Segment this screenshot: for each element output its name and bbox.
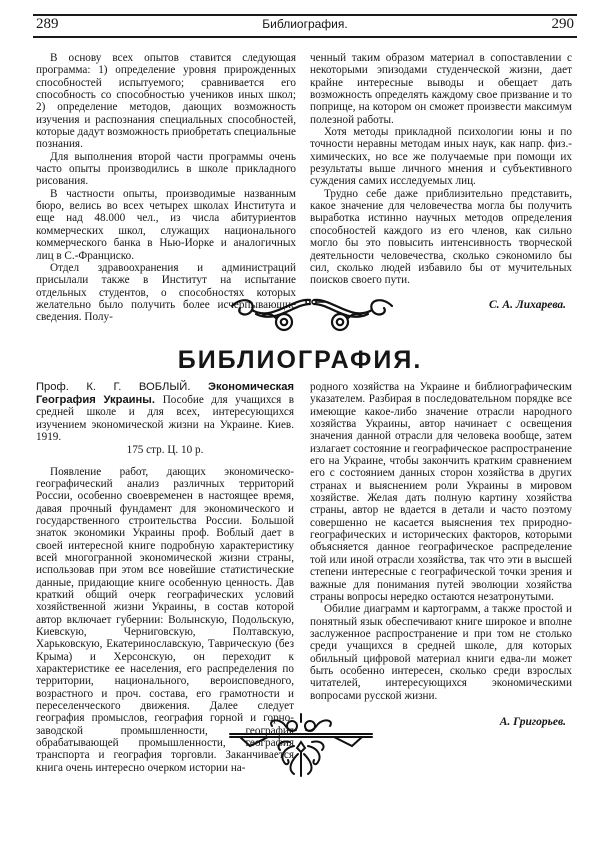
review-book-title: Экономическая География Украины. [36, 381, 295, 406]
paragraph: В частности опыты, производимые названным бюро, велись во всех четырех школах Института и еще над 48.000 чел., из числа абитуриентов коммерческих школ, служащих национального коммерческого банка в Нью-Иорке и аналогичных лиц в С.-Франциско. [36, 187, 296, 262]
paragraph: Для выполнения второй части программы очень часто опыты производились в школе прикладного рисования. [36, 150, 296, 188]
paragraph: родного хозяйства на Украине и библиографическим указателем. Разбирая в последовательном порядке все имеющие какое-либо значение отрасли народного хозяйства Украины, автор начинает с освещения значения данной отрасли для человека вообще, затем излагает состояние и географическое распространение его на Украине, чтобы закончить кратким сравнением его с состоянием данных сторон хозяйства в других странах и выяснением роли Украины в мировом хозяйстве. Желая дать полную картину хозяйства страны, автор не вдается в детали и часто поэтому совершенно не касается выяснения тех природно-географических и исторических факторов, которыми объясняется данное географическое распределение той или иной отрасли хозяйства, так что эти в высшей степени интересные с географической точки зрения и важные для понимания путей эволюции хозяйства страны вопросы нередко остаются незатронутыми. [310, 381, 572, 603]
scroll-ornament-icon [222, 288, 402, 338]
article-signature: С. А. Лихарева. [488, 298, 566, 311]
paragraph: В основу всех опытов ставится следующая программа: 1) определение уровня прирожденных способностей испытуемого; сравнивается его способность со способностью учеников иных школ; 2) определение методов, дающих возможность изучения и распознания специальных способностей, которые дадут возможность приобретать специальные познания. [36, 52, 296, 151]
paragraph: Трудно себе даже приблизительно представить, какое значение для человечества могла бы получить выработка истинно научных методов определения способностей каждого из его членов, как сильно могло бы это повысить интенсивность творческой деятельности человечества, сколько сэкономило бы сил, сколько людей избавило бы от мучительных поисков своего пути. [310, 187, 572, 287]
article-left-column [36, 52, 296, 324]
header-bottom-rule [33, 36, 577, 38]
review-right-column [310, 381, 572, 728]
page-number-left: 289 [36, 16, 59, 32]
page-number-right: 290 [551, 16, 574, 32]
running-head [36, 16, 574, 36]
article-right-column [310, 52, 572, 311]
paragraph: Отдел здравоохранения и администраций присылали также в Институт на испытание отдельных студентов, о способностях которых желательно было получить более исчерпывающие сведения. Полу- [36, 261, 296, 324]
review-signature: А. Григорьев. [499, 715, 566, 728]
paragraph: Хотя методы прикладной психологии юны и по точности неравны методам иных наук, как напр. физ.-химических, но все же получаемые при помощи их результаты выше личного мнения и субъективного суждения самих исследуемых лиц. [310, 126, 572, 188]
paragraph: Обилие диаграмм и картограмм, а также простой и понятный язык обеспечивают книге широкое и вполне заслуженное распространение и при том не столько среди учащихся в средней школе, для которых обильный цифровой материал книги едва-ли может быть особенно интересен, сколько среди взрослых читателей, интересующихся экономическими вопросами русской жизни. [310, 603, 572, 702]
review-citation [36, 381, 294, 457]
review-price: 175 стр. Ц. 10 р. [126, 443, 204, 456]
review-book-details: Пособие для учащихся в средней школе и для всех, интересующихся изучением экономической жизни на Украине. Киев. 1919. [36, 393, 294, 444]
running-title: Библиография. [262, 17, 348, 31]
paragraph: Появление работ, дающих экономическо-географический анализ различных территорий России, особенно своевременен в настоящее время, давая прочный фундамент для экономического и государственного строительства России. Большой знаток экономики Украины проф. Воблый дает в своей интересной книге подробную характеристику всей многогранной экономической жизни страны, использовав при этом все новейшие статистические данные, придающие книге особенную ценность. Дав краткий общий очерк географических условий хозяйственной жизни Украины, в состав которой автор включает губернии: Волынскую, Подольскую, Киевскую, Черниговскую, Полтавскую, Харьковскую, Екатеринославскую, Таврическую (без Крыма) и Херсонскую, он переходит к характеристике ее населения, его распределения по территории, национального, вероисповедного, возрастного и проч. состава, его грамотности и переселенческого движения. Далее следует география промыслов, география горной и горно-заводской промышленности, география обрабатывающей промышленности, география транспорта и география торговли. Заканчивается книга очень интересно очерком истории на- [36, 465, 294, 774]
section-title: БИБЛИОГРАФИЯ. [177, 346, 423, 374]
review-author: Проф. К. Г. ВОБЛЫЙ. [36, 381, 191, 393]
fleuron-ornament-icon [228, 712, 374, 780]
paragraph: ченный таким образом материал в сопоставлении с некоторыми эпизодами студенческой жизни, дает крайне интересные выводы и обещает дать возможность определять каждому свое призвание и то поприще, на котором он сможет произвести максимум полезной работы. [310, 52, 572, 126]
